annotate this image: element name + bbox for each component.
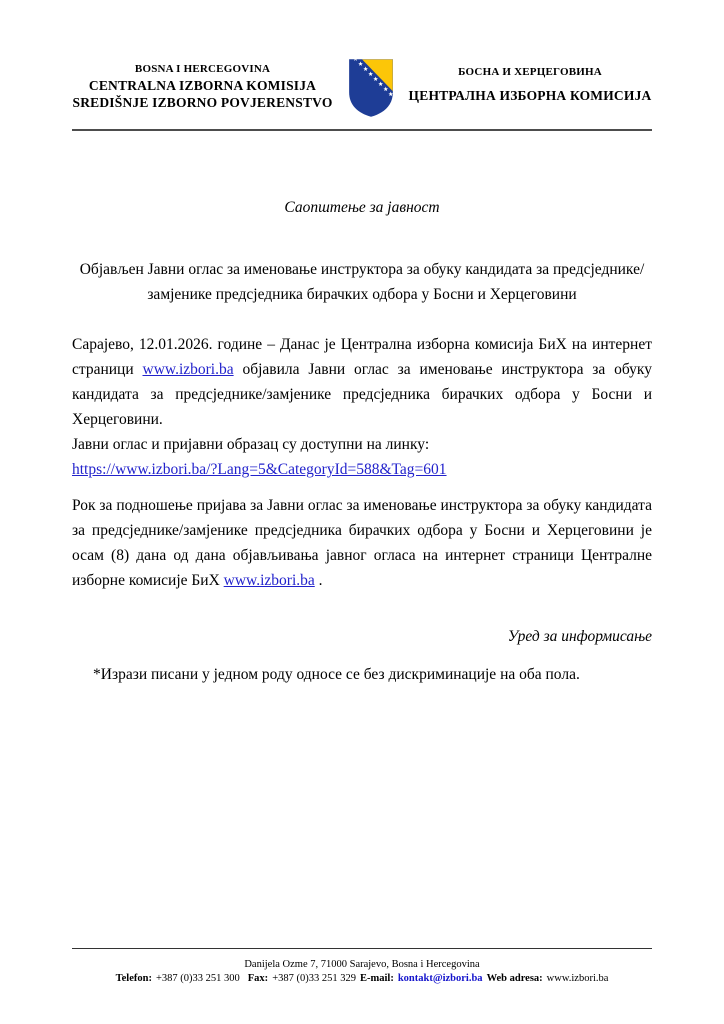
paragraph-text: . bbox=[314, 572, 323, 589]
document-body bbox=[0, 195, 724, 687]
phone-label: Telefon: bbox=[115, 972, 152, 984]
fax-label: Fax: bbox=[247, 972, 269, 984]
paragraph-text: Јавни оглас и пријавни образац су доступни на линку: bbox=[72, 436, 430, 453]
footer bbox=[72, 948, 652, 985]
institution-name-latin-2: SREDIŠNJE IZBORNO POVJERENSTVO bbox=[72, 95, 333, 110]
footer-address: Danijela Ozme 7, 71000 Sarajevo, Bosna i Hercegovina bbox=[244, 959, 480, 970]
country-name-latin: BOSNA I HERCEGOVINA bbox=[134, 63, 271, 75]
web-value: www.izbori.ba bbox=[546, 972, 609, 984]
letterhead-latin-block bbox=[73, 60, 333, 111]
paragraph-link-info bbox=[72, 432, 652, 482]
izbori-link[interactable]: www.izbori.ba bbox=[223, 572, 315, 589]
email-label: E-mail: bbox=[359, 972, 394, 984]
signoff-office: Уред за информисање bbox=[507, 628, 652, 645]
izbori-link[interactable]: www.izbori.ba bbox=[142, 361, 234, 378]
footer-divider bbox=[72, 948, 652, 949]
paragraph-text: објавила Јавни оглас за именовање инструктора за обуку кандидата за предсједнике/замјенике предсједника бирачких одбора у Босни и Херцеговини. bbox=[72, 361, 652, 428]
category-link[interactable]: https://www.izbori.ba/?Lang=5&CategoryId=588&Tag=601 bbox=[72, 461, 447, 478]
paragraph-announcement bbox=[72, 332, 652, 432]
announcement-heading: Објављен Јавни оглас за именовање инструктора за обуку кандидата за предсједнике/замјенике предсједника бирачких одбора у Босни и Херцеговини bbox=[79, 261, 645, 303]
fax-value: +387 (0)33 251 329 bbox=[272, 972, 356, 984]
institution-name-cyrillic: ЦЕНТРАЛНА ИЗБОРНА КОМИСИЈА bbox=[408, 88, 652, 103]
press-release-title: Саопштење за јавност bbox=[284, 199, 440, 216]
paragraph-deadline bbox=[72, 493, 652, 593]
email-link[interactable]: kontakt@izbori.ba bbox=[397, 972, 483, 984]
phone-value: +387 (0)33 251 300 bbox=[155, 972, 240, 984]
gender-disclaimer-note: *Изрази писани у једном роду односе се без дискриминације на оба пола. bbox=[93, 666, 580, 683]
footer-contacts bbox=[72, 972, 652, 986]
header-divider bbox=[72, 129, 652, 131]
paragraph-text: Рок за подношење пријава за Јавни оглас за именовање инструктора за обуку кандидата за предсједнике/замјенике предсједника бирачких одбора у Босни и Херцеговини је осам (8) дана од дана објављивања јавног огласа на интернет страници Централне изборне комисије БиХ bbox=[72, 497, 652, 589]
letterhead-cyrillic-block bbox=[409, 60, 652, 104]
paragraph-text: Сарајево, 12.01.2026. године – Данас је Централна изборна комисија БиХ на интернет страници bbox=[72, 336, 652, 378]
coat-of-arms-icon bbox=[347, 58, 395, 123]
country-name-cyrillic: БОСНА И ХЕРЦЕГОВИНА bbox=[458, 66, 602, 78]
institution-name-latin-1: CENTRALNA IZBORNA KOMISIJA bbox=[88, 78, 317, 93]
web-label: Web adresa: bbox=[486, 972, 543, 984]
letterhead bbox=[0, 0, 724, 123]
